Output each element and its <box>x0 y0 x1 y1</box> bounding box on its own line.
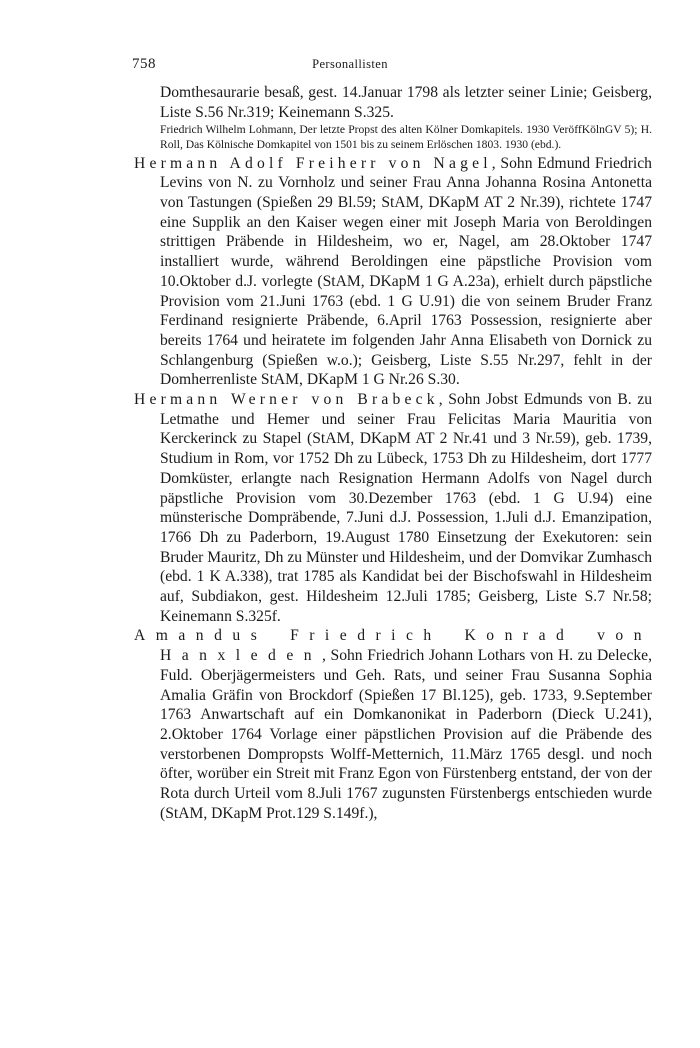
entry-text: , Sohn Jobst Edmunds von B. zu Letmathe und Hemer und seiner Frau Felicitas Maria Mauritia von Kerckerinck zu Stapel (StAM, DKapM AT 2 Nr.41 und 3 Nr.59), geb. 1739, Studium in Rom, vor 1752 Dh zu Lübeck, 1753 Dh zu Hildesheim, dort 1777 Domküster, erlangte nach Resignation Hermann Adolfs von Nagel durch päpstliche Provision vom 30.Dezember 1763 (ebd. 1 G U.94) eine münsterische Dompräbende, 7.Juni d.J. Possession, 1.Juli d.J. Emanzipation, 1766 Dh zu Paderborn, 19.August 1780 Einsetzung der Exekutoren: sein Bruder Mauritz, Dh zu Münster und Hildesheim, und der Domvikar Zumhasch (ebd. 1 K A.338), trat 1785 als Kandidat bei der Bischofswahl in Hildesheim auf, Subdiakon, gest. Hildesheim 12.Juli 1785; Geisberg, Liste S.7 Nr.58; Keinemann S.325f. <box>160 391 652 625</box>
person-name: Hermann Werner von Brabeck <box>134 391 439 409</box>
person-entry-nagel <box>134 154 652 390</box>
literature-note: Friedrich Wilhelm Lohmann, Der letzte Propst des alten Kölner Domkapitels. 1930 VeröffKölnGV 5); H. Roll, Das Kölnische Domkapitel von 1501 bis zu seinem Erlöschen 1803. 1930 (ebd.). <box>160 123 652 151</box>
person-entry-hanxleden <box>134 626 652 823</box>
body-text <box>134 83 652 824</box>
page-number: 758 <box>132 56 156 72</box>
continuation-paragraph: Domthesaurarie besaß, gest. 14.Januar 1798 als letzter seiner Linie; Geisberg, Liste S.56 Nr.319; Keinemann S.325. <box>160 84 652 121</box>
page-header <box>132 56 568 76</box>
entry-text: , Sohn Edmund Friedrich Levins von N. zu Vornholz und seiner Frau Anna Johanna Rosina Antonetta von Tastungen (Spießen 29 Bl.59; StAM, DKapM AT 2 Nr.39), richtete 1747 eine Supplik an den Kaiser wegen einer mit Joseph Maria von Beroldingen strittigen Präbende in Hildesheim, wo er, Nagel, am 28.Oktober 1747 installiert wurde, während Beroldingen eine päpstliche Provision vom 10.Oktober d.J. vorlegte (StAM, DKapM 1 G A.23a), erhielt durch päpstliche Provision vom 21.Juni 1763 (ebd. 1 G U.91) die von seinem Bruder Franz Ferdinand resignierte Präbende, 6.April 1763 Possession, resignierte aber bereits 1764 und heiratete im folgenden Jahr Anna Elisabeth von Dornick zu Schlangenburg (Spießen w.o.); Geisberg, Liste S.55 Nr.297, fehlt in der Domherrenliste StAM, DKapM 1 G Nr.26 S.30. <box>160 154 652 389</box>
person-name: Hermann Adolf Freiherr von Nagel <box>134 154 492 172</box>
person-name: Amandus Friedrich Konrad von Hanxleden <box>134 627 652 665</box>
person-entry-brabeck <box>134 390 652 626</box>
entry-text: , Sohn Friedrich Johann Lothars von H. zu Delecke, Fuld. Oberjägermeisters und Geh. Rats, und seiner Frau Susanna Sophia Amalia Gräfin von Brockdorf (Spießen 17 Bl.125), geb. 1733, 9.September 1763 Anwartschaft auf ein Domkanonikat in Paderborn (Dieck U.241), 2.Oktober 1764 Vorlage einer päpstlichen Provision auf die Präbende des verstorbenen Dompropsts Wolff-Metternich, 11.März 1765 desgl. und noch öfter, worüber ein Streit mit Franz Egon von Fürstenberg entstand, der von der Rota durch Urteil vom 8.Juli 1767 zugunsten Fürstenbergs entschieden wurde (StAM, DKapM Prot.129 S.149f.), <box>160 647 652 822</box>
running-head: Personallisten <box>312 57 388 71</box>
